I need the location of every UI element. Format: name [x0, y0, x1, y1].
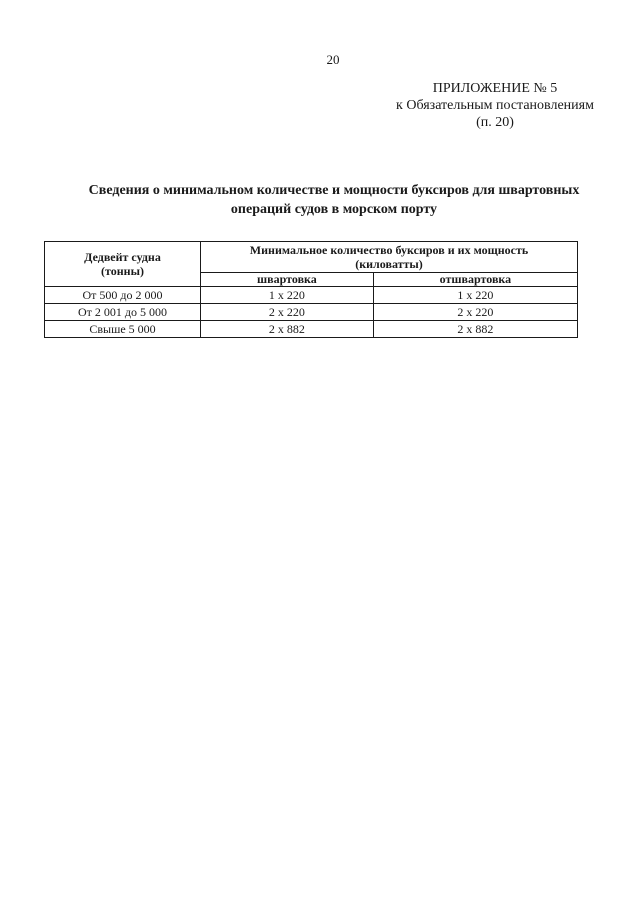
table-row [45, 287, 578, 304]
mooring-header: швартовка [201, 273, 374, 287]
document-title [40, 181, 628, 219]
appendix-paragraph: (п. 20) [476, 115, 514, 130]
mooring-cell: 2 х 220 [201, 304, 374, 321]
deadweight-cell: От 2 001 до 5 000 [45, 304, 201, 321]
deadweight-header-unit: (тонны) [101, 264, 144, 278]
tugs-header-unit: (киловатты) [355, 257, 423, 271]
page-number: 20 [326, 52, 340, 67]
deadweight-cell: Свыше 5 000 [45, 321, 201, 338]
appendix-title: ПРИЛОЖЕНИЕ № 5 [432, 81, 558, 96]
deadweight-header-label: Дедвейт судна [84, 250, 161, 264]
mooring-cell: 1 х 220 [201, 287, 374, 304]
table-row [45, 304, 578, 321]
tugs-header-label: Минимальное количество буксиров и их мощность [249, 243, 529, 257]
appendix-reference: к Обязательным постановлениям [396, 98, 594, 113]
deadweight-header [45, 242, 201, 287]
tug-requirements-table [44, 241, 578, 338]
deadweight-cell: От 500 до 2 000 [45, 287, 201, 304]
appendix-header [380, 80, 610, 131]
document-title-line-2: операций судов в морском порту [230, 202, 438, 217]
unmooring-cell: 1 х 220 [373, 287, 577, 304]
mooring-cell: 2 х 882 [201, 321, 374, 338]
unmooring-header: отшвартовка [373, 273, 577, 287]
document-title-line-1: Сведения о минимальном количестве и мощности буксиров для швартовных [88, 183, 580, 198]
unmooring-cell: 2 х 220 [373, 304, 577, 321]
tugs-header [201, 242, 578, 273]
unmooring-cell: 2 х 882 [373, 321, 577, 338]
table-row [45, 321, 578, 338]
table-header-row [45, 242, 578, 273]
